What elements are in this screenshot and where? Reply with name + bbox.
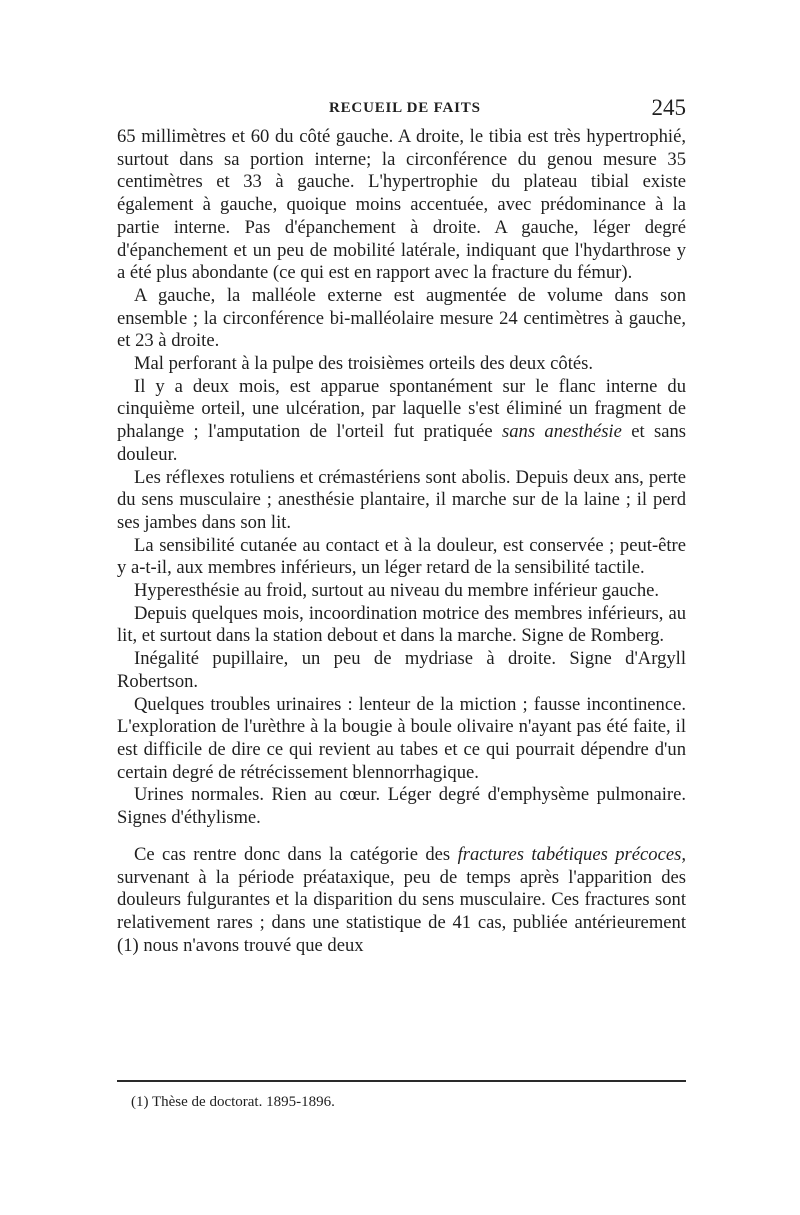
footnote: (1) Thèse de doctorat. 1895-1896. [131, 1094, 335, 1110]
body-text [117, 126, 686, 957]
paragraph [117, 376, 686, 467]
paragraph: Urines normales. Rien au cœur. Léger degré d'emphysème pulmonaire. Signes d'éthylisme. [117, 784, 686, 829]
paragraph: Inégalité pupillaire, un peu de mydriase à droite. Signe d'Argyll Robertson. [117, 648, 686, 692]
paragraph: Mal perforant à la pulpe des troisièmes orteils des deux côtés. [134, 353, 594, 375]
running-title: RECUEIL DE FAITS [329, 100, 481, 116]
italic-text: fractures tabétiques précoces, [457, 843, 686, 865]
paragraph-text: Ce cas rentre donc dans la catégorie des [134, 843, 451, 865]
paragraph: Depuis quelques mois, incoordination motrice des membres inférieurs, au lit, et surtout dans la station debout et dans la marche. Signe de Romberg. [117, 602, 686, 647]
paragraph-text: survenant à la période préataxique, peu de temps après l'apparition des douleurs fulgurantes et la disparition du sens musculaire. Ces fractures sont relativement rares ; dans une statistique de 41 cas, publiée antérieurement (1) nous n'avons trouvé que deux [117, 866, 686, 956]
paragraph-text: Il y a deux mois, est apparue spontanément sur le flanc interne du cinquième orteil, une ulcération, par laquelle s'est éliminé un fragment de phalange ; l'amputation de l'orteil fut pratiquée [117, 375, 686, 443]
final-paragraph [117, 844, 686, 958]
paragraph-text: et sans douleur. [117, 421, 686, 465]
paragraph: Hyperesthésie au froid, surtout au niveau du membre inférieur gauche. [134, 580, 660, 602]
footnote-divider [117, 1080, 686, 1082]
paragraph: La sensibilité cutanée au contact et à la douleur, est conservée ; peut-être y a-t-il, aux membres inférieurs, un léger retard de la sensibilité tactile. [117, 534, 686, 579]
page-header [117, 95, 686, 124]
page-number: 245 [651, 95, 686, 120]
paragraph: Les réflexes rotuliens et crémastériens sont abolis. Depuis deux ans, perte du sens musculaire ; anesthésie plantaire, il marche sur de la laine ; il perd ses jambes dans son lit. [117, 466, 686, 533]
paragraph: 65 millimètres et 60 du côté gauche. A droite, le tibia est très hypertrophié, surtout dans sa portion interne; la circonférence du genou mesure 35 centimètres et 33 à gauche. L'hypertrophie du plateau tibial existe également à gauche, quoique moins accentuée, avec prédominance à la partie interne. Pas d'épanchement à droite. A gauche, léger degré d'épanchement et un peu de mobilité latérale, indiquant que l'hydarthrose y a été plus abondante (ce qui est en rapport avec la fracture du fémur). [117, 126, 686, 284]
paragraph: Quelques troubles urinaires : lenteur de la miction ; fausse incontinence. L'exploration de l'urèthre à la bougie à boule olivaire n'ayant pas été faite, il est difficile de dire ce qui revient au tabes et ce qui pourrait dépendre d'un certain degré de rétrécissement blennorrhagique. [117, 693, 686, 783]
paragraph: A gauche, la malléole externe est augmentée de volume dans son ensemble ; la circonférence bi-malléolaire mesure 24 centimètres à gauche, et 23 à droite. [117, 284, 686, 352]
italic-text: sans anesthésie [501, 421, 622, 443]
